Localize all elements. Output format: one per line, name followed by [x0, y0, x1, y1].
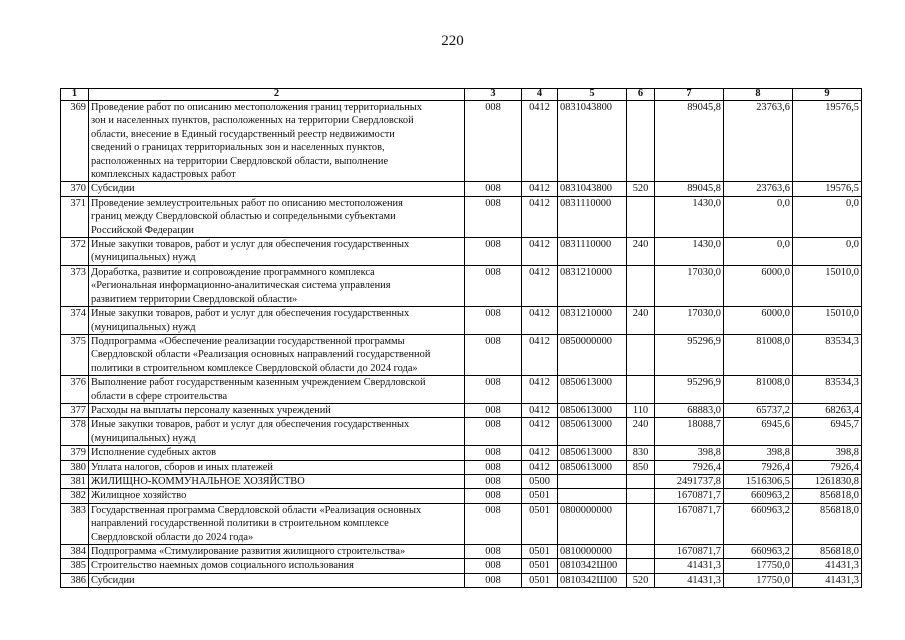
row-target-code [558, 489, 627, 503]
budget-table [60, 88, 862, 588]
row-target-code: 0850613000 [558, 403, 627, 417]
row-section-code: 0412 [522, 238, 558, 266]
row-expense-type [627, 503, 655, 544]
row-target-code: 0831110000 [558, 196, 627, 237]
row-amount-col9: 83534,3 [793, 376, 862, 404]
row-amount-col9: 856818,0 [793, 489, 862, 503]
row-expense-type [627, 196, 655, 237]
table-row [61, 101, 862, 182]
row-amount-col7: 18088,7 [655, 418, 724, 446]
row-expense-type: 830 [627, 446, 655, 460]
row-amount-col9: 19576,5 [793, 101, 862, 182]
row-admin-code: 008 [465, 545, 522, 559]
row-target-code: 0850613000 [558, 418, 627, 446]
row-number: 380 [61, 460, 89, 474]
row-section-code: 0412 [522, 182, 558, 196]
table-row [61, 559, 862, 573]
row-amount-col8: 6945,6 [724, 418, 793, 446]
row-name: Выполнение работ государственным казенным учреждением Свердловской области в сфере строительства [89, 376, 465, 404]
row-section-code: 0412 [522, 446, 558, 460]
row-section-code: 0412 [522, 334, 558, 375]
row-amount-col9: 19576,5 [793, 182, 862, 196]
row-number: 378 [61, 418, 89, 446]
row-number: 383 [61, 503, 89, 544]
row-amount-col9: 398,8 [793, 446, 862, 460]
row-amount-col7: 1430,0 [655, 238, 724, 266]
row-target-code: 0800000000 [558, 503, 627, 544]
row-amount-col7: 89045,8 [655, 101, 724, 182]
row-amount-col7: 95296,9 [655, 376, 724, 404]
row-admin-code: 008 [465, 446, 522, 460]
row-expense-type: 240 [627, 418, 655, 446]
row-amount-col7: 7926,4 [655, 460, 724, 474]
row-admin-code: 008 [465, 182, 522, 196]
row-expense-type [627, 489, 655, 503]
row-amount-col7: 17030,0 [655, 307, 724, 335]
row-amount-col9: 6945,7 [793, 418, 862, 446]
row-amount-col8: 23763,6 [724, 101, 793, 182]
row-admin-code: 008 [465, 238, 522, 266]
row-admin-code: 008 [465, 474, 522, 488]
row-amount-col8: 65737,2 [724, 403, 793, 417]
row-amount-col8: 81008,0 [724, 334, 793, 375]
row-amount-col7: 1430,0 [655, 196, 724, 237]
table-row [61, 334, 862, 375]
row-section-code: 0501 [522, 559, 558, 573]
row-expense-type: 240 [627, 307, 655, 335]
row-target-code: 0850613000 [558, 446, 627, 460]
row-admin-code: 008 [465, 307, 522, 335]
row-admin-code: 008 [465, 196, 522, 237]
table-row [61, 474, 862, 488]
row-number: 371 [61, 196, 89, 237]
row-amount-col8: 660963,2 [724, 545, 793, 559]
row-expense-type [627, 474, 655, 488]
row-name: Расходы на выплаты персоналу казенных учреждений [89, 403, 465, 417]
row-expense-type: 240 [627, 238, 655, 266]
table-row [61, 376, 862, 404]
row-number: 385 [61, 559, 89, 573]
row-target-code: 0810342Ш00 [558, 559, 627, 573]
row-amount-col8: 6000,0 [724, 265, 793, 306]
row-section-code: 0412 [522, 307, 558, 335]
row-section-code: 0501 [522, 573, 558, 587]
row-amount-col7: 17030,0 [655, 265, 724, 306]
row-amount-col7: 2491737,8 [655, 474, 724, 488]
row-amount-col7: 41431,3 [655, 559, 724, 573]
row-name: Субсидии [89, 573, 465, 587]
row-expense-type: 110 [627, 403, 655, 417]
row-target-code: 0831210000 [558, 307, 627, 335]
row-amount-col9: 856818,0 [793, 503, 862, 544]
row-admin-code: 008 [465, 376, 522, 404]
table-row [61, 573, 862, 587]
row-name: Подпрограмма «Стимулирование развития жилищного строительства» [89, 545, 465, 559]
column-header: 7 [655, 89, 724, 101]
row-admin-code: 008 [465, 559, 522, 573]
table-row [61, 503, 862, 544]
column-header: 1 [61, 89, 89, 101]
row-target-code: 0831210000 [558, 265, 627, 306]
row-section-code: 0501 [522, 489, 558, 503]
row-amount-col7: 41431,3 [655, 573, 724, 587]
row-amount-col9: 856818,0 [793, 545, 862, 559]
row-name: Субсидии [89, 182, 465, 196]
row-amount-col8: 7926,4 [724, 460, 793, 474]
row-number: 374 [61, 307, 89, 335]
table-row [61, 403, 862, 417]
row-section-code: 0412 [522, 376, 558, 404]
row-target-code: 0831043800 [558, 182, 627, 196]
row-number: 379 [61, 446, 89, 460]
row-name: Проведение землеустроительных работ по описанию местоположения границ между Свердловской областью и сопредельными субъектами Российской Федерации [89, 196, 465, 237]
row-expense-type [627, 545, 655, 559]
row-number: 372 [61, 238, 89, 266]
row-number: 373 [61, 265, 89, 306]
column-header: 2 [89, 89, 465, 101]
row-section-code: 0500 [522, 474, 558, 488]
table-row [61, 446, 862, 460]
row-expense-type [627, 559, 655, 573]
row-section-code: 0501 [522, 545, 558, 559]
row-name: Жилищное хозяйство [89, 489, 465, 503]
row-admin-code: 008 [465, 460, 522, 474]
row-name: Уплата налогов, сборов и иных платежей [89, 460, 465, 474]
row-name: ЖИЛИЩНО-КОММУНАЛЬНОЕ ХОЗЯЙСТВО [89, 474, 465, 488]
row-name: Строительство наемных домов социального использования [89, 559, 465, 573]
column-header: 3 [465, 89, 522, 101]
row-section-code: 0501 [522, 503, 558, 544]
row-number: 384 [61, 545, 89, 559]
row-expense-type [627, 101, 655, 182]
row-amount-col9: 15010,0 [793, 307, 862, 335]
row-amount-col7: 68883,0 [655, 403, 724, 417]
row-number: 386 [61, 573, 89, 587]
row-amount-col7: 1670871,7 [655, 503, 724, 544]
row-amount-col8: 398,8 [724, 446, 793, 460]
row-expense-type [627, 265, 655, 306]
row-amount-col9: 83534,3 [793, 334, 862, 375]
row-target-code: 0810000000 [558, 545, 627, 559]
row-section-code: 0412 [522, 196, 558, 237]
row-amount-col8: 0,0 [724, 238, 793, 266]
row-amount-col9: 41431,3 [793, 573, 862, 587]
row-amount-col8: 660963,2 [724, 489, 793, 503]
column-header: 6 [627, 89, 655, 101]
row-name: Иные закупки товаров, работ и услуг для обеспечения государственных (муниципальных) нужд [89, 418, 465, 446]
table-row [61, 307, 862, 335]
row-amount-col7: 89045,8 [655, 182, 724, 196]
column-header: 9 [793, 89, 862, 101]
row-admin-code: 008 [465, 489, 522, 503]
row-amount-col7: 95296,9 [655, 334, 724, 375]
table-row [61, 460, 862, 474]
row-number: 381 [61, 474, 89, 488]
table-row [61, 238, 862, 266]
row-section-code: 0412 [522, 460, 558, 474]
row-expense-type [627, 376, 655, 404]
row-amount-col8: 81008,0 [724, 376, 793, 404]
row-amount-col9: 0,0 [793, 238, 862, 266]
table-row [61, 265, 862, 306]
row-expense-type [627, 334, 655, 375]
table-row [61, 418, 862, 446]
row-expense-type: 850 [627, 460, 655, 474]
row-name: Иные закупки товаров, работ и услуг для обеспечения государственных (муниципальных) нужд [89, 238, 465, 266]
row-number: 377 [61, 403, 89, 417]
row-expense-type: 520 [627, 573, 655, 587]
table-row [61, 545, 862, 559]
row-admin-code: 008 [465, 101, 522, 182]
row-amount-col8: 660963,2 [724, 503, 793, 544]
row-admin-code: 008 [465, 334, 522, 375]
row-admin-code: 008 [465, 265, 522, 306]
row-amount-col8: 6000,0 [724, 307, 793, 335]
row-amount-col9: 15010,0 [793, 265, 862, 306]
row-name: Иные закупки товаров, работ и услуг для обеспечения государственных (муниципальных) нужд [89, 307, 465, 335]
row-amount-col9: 1261830,8 [793, 474, 862, 488]
row-amount-col8: 0,0 [724, 196, 793, 237]
row-number: 370 [61, 182, 89, 196]
row-amount-col9: 68263,4 [793, 403, 862, 417]
row-target-code: 0810342Ш00 [558, 573, 627, 587]
row-section-code: 0412 [522, 403, 558, 417]
row-name: Государственная программа Свердловской области «Реализация основных направлений государственной политики в строительном комплексе Свердловской области до 2024 года» [89, 503, 465, 544]
table-row [61, 489, 862, 503]
row-admin-code: 008 [465, 418, 522, 446]
row-amount-col8: 17750,0 [724, 573, 793, 587]
row-number: 382 [61, 489, 89, 503]
row-amount-col7: 1670871,7 [655, 489, 724, 503]
row-amount-col9: 0,0 [793, 196, 862, 237]
row-number: 376 [61, 376, 89, 404]
row-name: Проведение работ по описанию местоположения границ территориальных зон и населенных пунктов, расположенных на территории Свердловской области, внесение в Единый государственный реестр недвижимости сведений о границах территориальных зон и населенных пунктов, расположенных на территории Свердловской области, выполнение комплексных кадастровых работ [89, 101, 465, 182]
row-expense-type: 520 [627, 182, 655, 196]
row-number: 369 [61, 101, 89, 182]
row-amount-col9: 41431,3 [793, 559, 862, 573]
table-header-row [61, 89, 862, 101]
row-target-code: 0831110000 [558, 238, 627, 266]
row-target-code: 0850000000 [558, 334, 627, 375]
row-amount-col7: 1670871,7 [655, 545, 724, 559]
row-section-code: 0412 [522, 101, 558, 182]
column-header: 4 [522, 89, 558, 101]
row-target-code: 0831043800 [558, 101, 627, 182]
row-amount-col8: 17750,0 [724, 559, 793, 573]
table-row [61, 196, 862, 237]
row-target-code [558, 474, 627, 488]
row-amount-col8: 1516306,5 [724, 474, 793, 488]
row-number: 375 [61, 334, 89, 375]
column-header: 8 [724, 89, 793, 101]
page-number: 220 [441, 33, 464, 49]
row-section-code: 0412 [522, 265, 558, 306]
row-section-code: 0412 [522, 418, 558, 446]
row-target-code: 0850613000 [558, 376, 627, 404]
row-admin-code: 008 [465, 503, 522, 544]
table-row [61, 182, 862, 196]
row-name: Подпрограмма «Обеспечение реализации государственной программы Свердловской области «Реализация основных направлений государственной политики в строительном комплексе Свердловской области до 2024 года» [89, 334, 465, 375]
row-name: Исполнение судебных актов [89, 446, 465, 460]
row-amount-col8: 23763,6 [724, 182, 793, 196]
row-admin-code: 008 [465, 403, 522, 417]
row-name: Доработка, развитие и сопровождение программного комплекса «Региональная информационно-аналитическая система управления развитием территории Свердловской области» [89, 265, 465, 306]
column-header: 5 [558, 89, 627, 101]
row-amount-col9: 7926,4 [793, 460, 862, 474]
row-amount-col7: 398,8 [655, 446, 724, 460]
row-target-code: 0850613000 [558, 460, 627, 474]
row-admin-code: 008 [465, 573, 522, 587]
